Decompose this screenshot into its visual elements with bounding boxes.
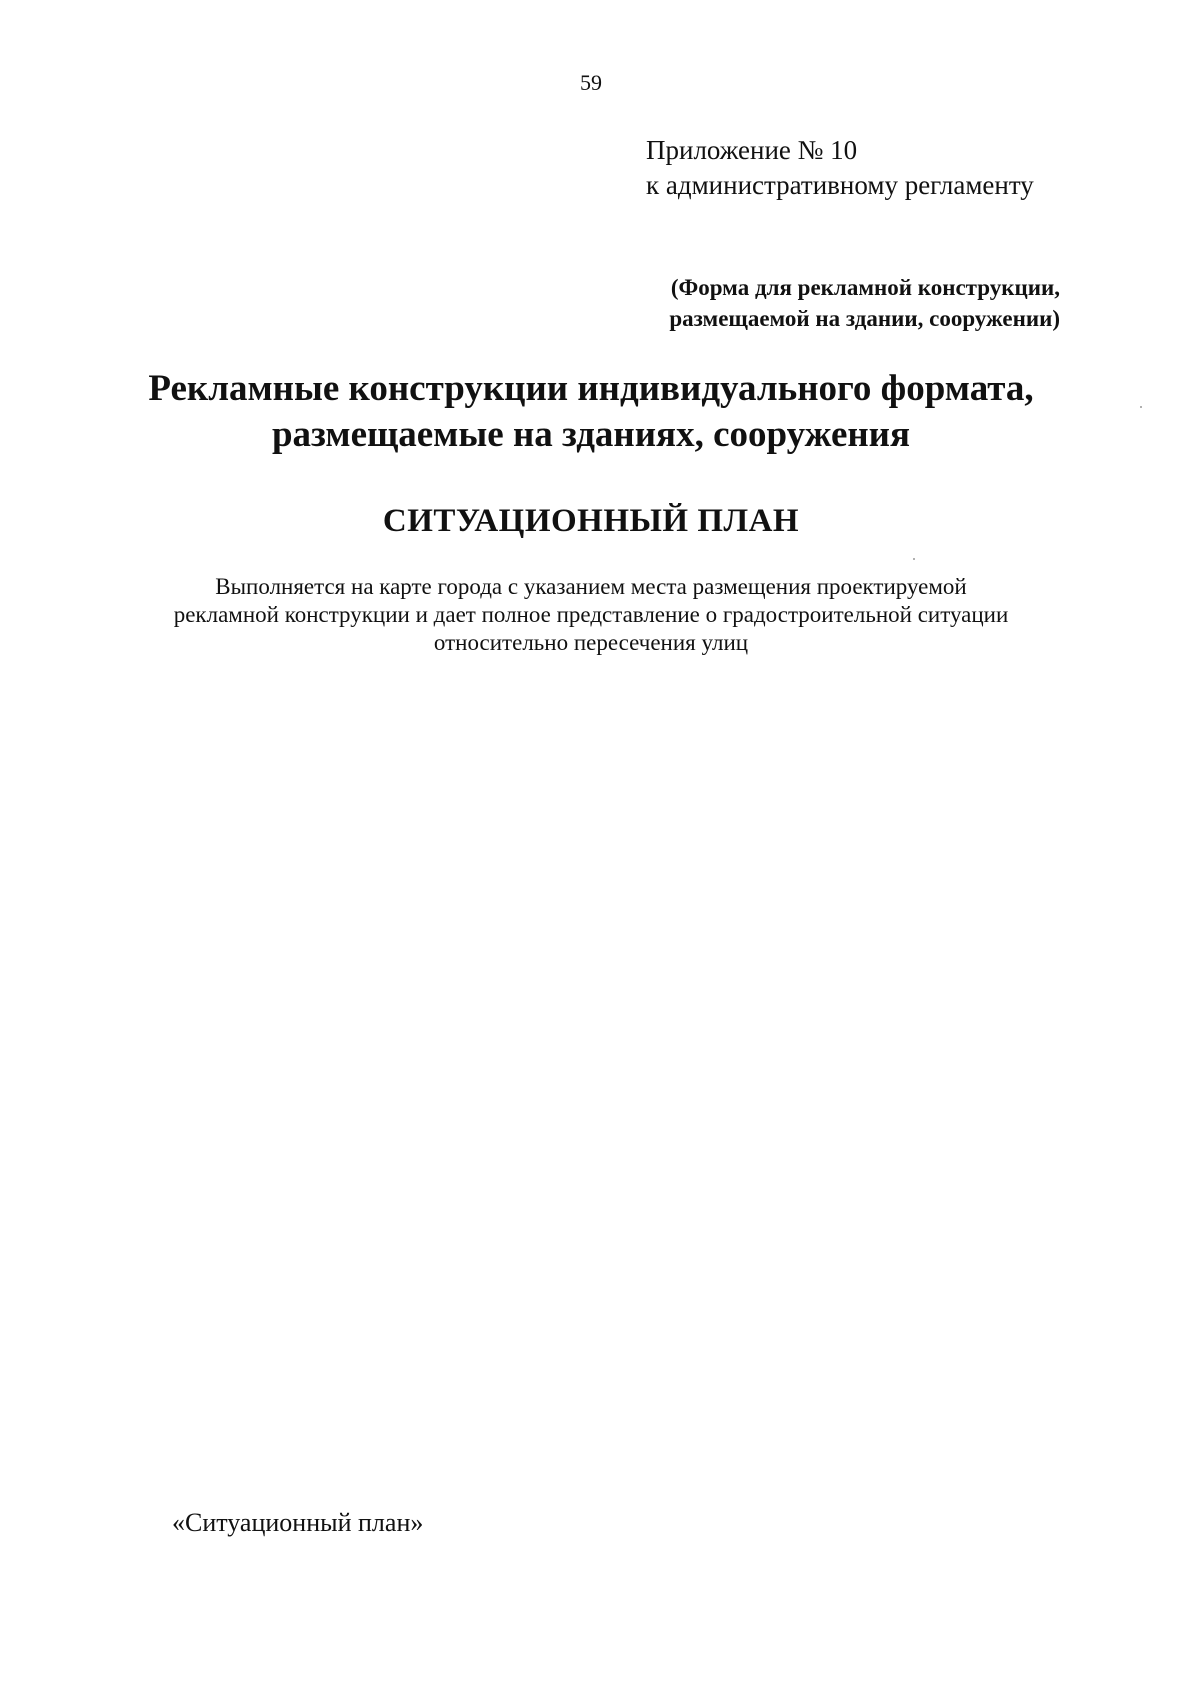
main-title-line-1: Рекламные конструкции индивидуального формата, [148,368,1034,409]
section-title: СИТУАЦИОННЫЙ ПЛАН [382,503,800,539]
appendix-number: Приложение № 10 [646,135,858,165]
form-note-line-1: (Форма для рекламной конструкции, [670,275,1060,300]
appendix-regulation: к административному регламенту [646,170,1034,200]
scan-speck [1140,406,1142,408]
scan-speck [913,558,915,560]
form-note-line-2: размещаемой на здании, сооружении) [669,306,1060,331]
description-line-3: относительно пересечения улиц [433,630,749,655]
main-title-line-2: размещаемые на зданиях, сооружения [271,414,911,455]
description-paragraph [120,573,1062,657]
main-title [0,366,1182,458]
page-number: 59 [580,70,602,95]
form-note [669,272,1060,334]
description-line-2: рекламной конструкции и дает полное представление о градостроительной ситуации [173,602,1009,627]
description-line-1: Выполняется на карте города с указанием места размещения проектируемой [215,574,967,599]
appendix-reference [646,133,1034,203]
plan-caption: «Ситуационный план» [172,1508,424,1537]
